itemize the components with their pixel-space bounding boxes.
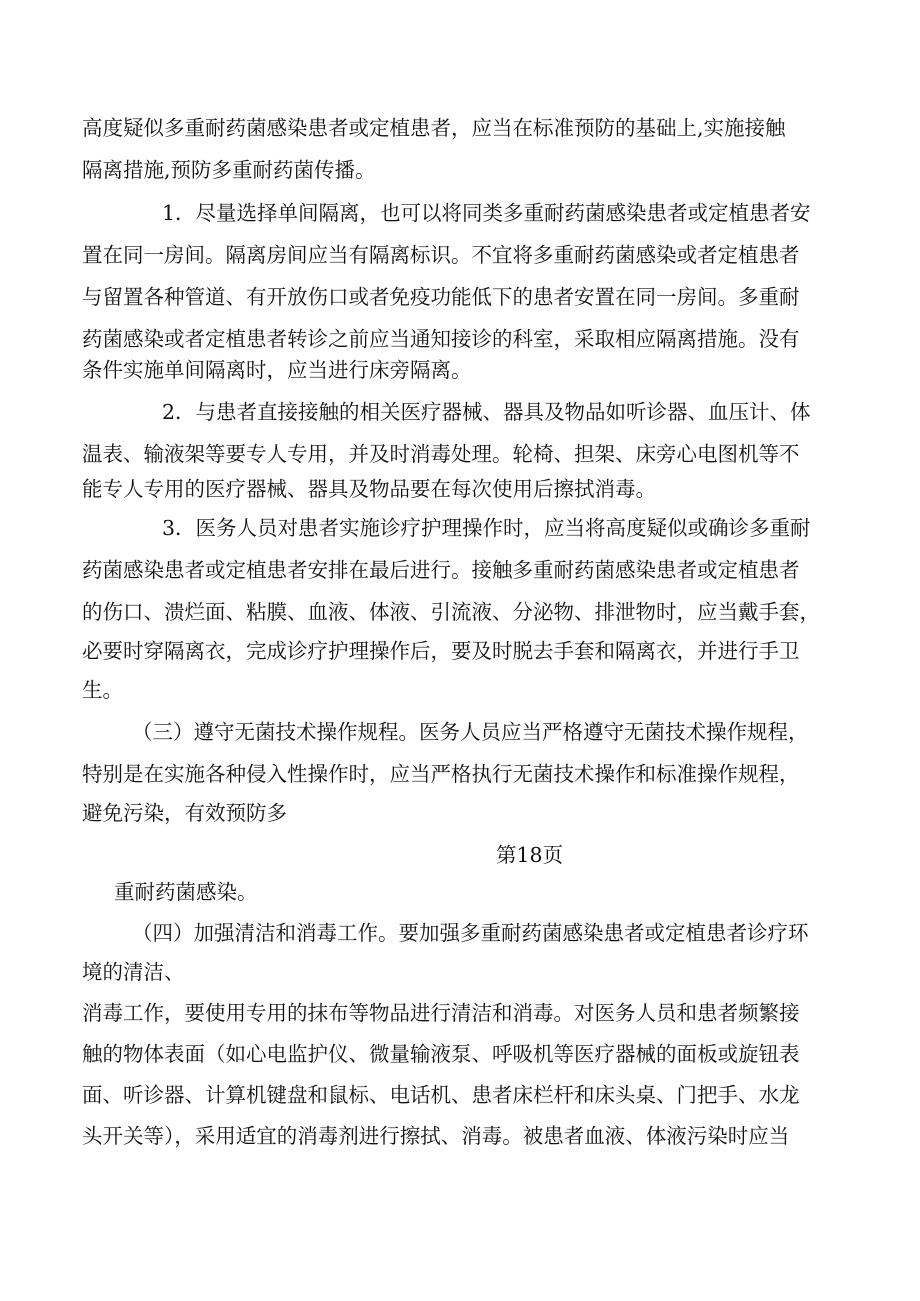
- text-line: 触的物体表面（如心电监护仪、微量输液泵、呼吸机等医疗器械的面板或旋钮表: [82, 1042, 800, 1066]
- text-line: 的伤口、溃烂面、粘膜、血液、体液、引流液、分泌物、排泄物时，应当戴手套，: [82, 600, 820, 624]
- page-number: 第18页: [496, 843, 564, 867]
- text-line: 生。: [82, 678, 123, 702]
- text-line: 药菌感染或者定植患者转诊之前应当通知接诊的科室，采取相应隔离措施。没有: [82, 327, 800, 351]
- text-line: 头开关等），采用适宜的消毒剂进行擦拭、消毒。被患者血液、体液污染时应当: [82, 1124, 790, 1148]
- text-line: 3．医务人员对患者实施诊疗护理操作时，应当将高度疑似或确诊多重耐: [162, 516, 811, 540]
- text-line: 消毒工作，要使用专用的抹布等物品进行清洁和消毒。对医务人员和患者频繁接: [82, 1001, 800, 1025]
- text-line: 重耐药菌感染。: [114, 880, 258, 904]
- text-line: 与留置各种管道、有开放伤口或者免疫功能低下的患者安置在同一房间。多重耐: [82, 285, 800, 309]
- text-line: 置在同一房间。隔离房间应当有隔离标识。不宜将多重耐药菌感染或者定植患者: [82, 243, 800, 267]
- text-line: 条件实施单间隔离时，应当进行床旁隔离。: [82, 358, 472, 382]
- text-line: 1．尽量选择单间隔离，也可以将同类多重耐药菌感染患者或定植患者安: [162, 201, 811, 225]
- text-line: 2．与患者直接接触的相关医疗器械、器具及物品如听诊器、血压计、体: [162, 400, 811, 424]
- text-line: 境的清洁、: [82, 960, 185, 984]
- text-line: （三）遵守无菌技术操作规程。医务人员应当严格遵守无菌技术操作规程，: [132, 720, 809, 744]
- text-line: 特别是在实施各种侵入性操作时，应当严格执行无菌技术操作和标准操作规程，: [82, 762, 800, 786]
- text-line: 药菌感染患者或定植患者安排在最后进行。接触多重耐药菌感染患者或定植患者: [82, 558, 800, 582]
- text-line: 面、听诊器、计算机键盘和鼠标、电话机、患者床栏杆和床头桌、门把手、水龙: [82, 1083, 800, 1107]
- text-line: 避免污染，有效预防多: [82, 801, 287, 825]
- text-line: 高度疑似多重耐药菌感染患者或定植患者，应当在标准预防的基础上,实施接触: [82, 116, 786, 140]
- text-line: 必要时穿隔离衣，完成诊疗护理操作后，要及时脱去手套和隔离衣，并进行手卫: [82, 639, 800, 663]
- text-line: 隔离措施,预防多重耐药菌传播。: [82, 158, 376, 182]
- text-line: （四）加强清洁和消毒工作。要加强多重耐药菌感染患者或定植患者诊疗环: [132, 921, 809, 945]
- text-line: 能专人专用的医疗器械、器具及物品要在每次使用后擦拭消毒。: [82, 477, 656, 501]
- text-line: 温表、输液架等要专人专用，并及时消毒处理。轮椅、担架、床旁心电图机等不: [82, 442, 800, 466]
